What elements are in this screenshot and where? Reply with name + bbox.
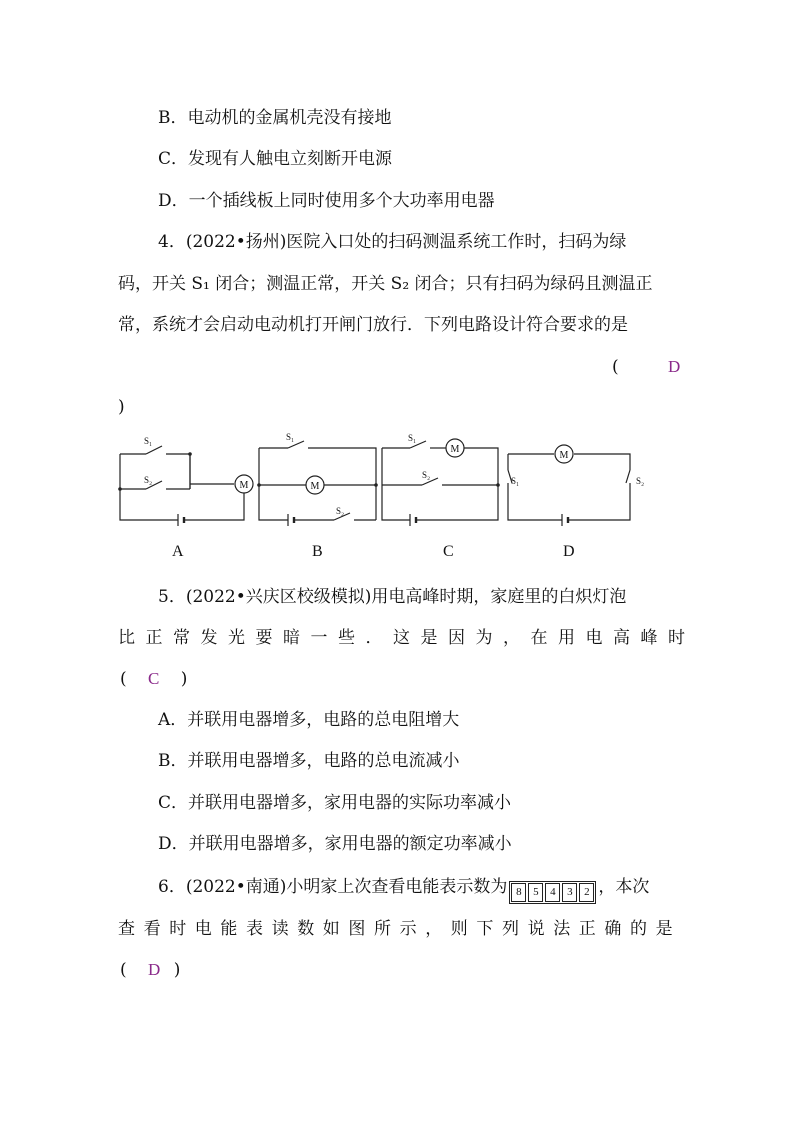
q4-stem-line2: 码，开关 S₁ 闭合；测温正常，开关 S₂ 闭合；只有扫码为绿码且测温正 bbox=[118, 274, 653, 294]
q5-answer: C bbox=[148, 669, 160, 688]
circuit-label-a: A bbox=[172, 543, 184, 560]
q3-option-c: C．发现有人触电立刻断开电源 bbox=[158, 149, 393, 169]
q5-option-d: D．并联用电器增多，家用电器的额定功率减小 bbox=[158, 834, 512, 854]
q6-stem-line1-after: ，本次 bbox=[598, 877, 650, 897]
q6-stem-line2: 查看时电能表读数如图所示，则下列说法正确的是 bbox=[118, 919, 682, 939]
q5-option-b: B．并联用电器增多，电路的总电流减小 bbox=[158, 751, 460, 771]
q3-option-b: B．电动机的金属机壳没有接地 bbox=[158, 108, 392, 128]
q5-bracket-close: ) bbox=[180, 669, 188, 689]
switch-label-a-s2: S₂ bbox=[144, 475, 153, 485]
switch-label-b-s1: S₁ bbox=[286, 432, 295, 442]
switch-label-d-s2: S₂ bbox=[636, 476, 645, 486]
q4-stem-line1: 4．(2022•扬州)医院入口处的扫码测温系统工作时，扫码为绿 bbox=[158, 232, 627, 252]
q6-bracket-close: ) bbox=[173, 960, 181, 980]
q6-stem-line1-before: 6．(2022•南通)小明家上次查看电能表示数为 bbox=[158, 877, 508, 897]
motor-label-c: M bbox=[450, 444, 460, 455]
q4-answer: D bbox=[668, 357, 681, 376]
q5-option-a: A．并联用电器增多，电路的总电阻增大 bbox=[158, 710, 460, 730]
q4-stem-line3: 常，系统才会启动电动机打开闸门放行．下列电路设计符合要求的是 bbox=[118, 315, 628, 335]
q6-answer-bracket bbox=[120, 959, 180, 981]
meter-digit: 3 bbox=[562, 883, 577, 902]
meter-digit-decimal: 2 bbox=[579, 883, 594, 902]
circuit-a bbox=[120, 446, 244, 520]
meter-digit: 4 bbox=[545, 883, 560, 902]
q6-stem-line1 bbox=[158, 876, 649, 904]
q3-option-d: D．一个插线板上同时使用多个大功率用电器 bbox=[158, 191, 495, 211]
q4-answer-bracket bbox=[612, 356, 680, 378]
meter-digit: 5 bbox=[528, 883, 543, 902]
circuit-label-c: C bbox=[443, 543, 454, 560]
motor-label-d: M bbox=[559, 450, 569, 461]
circuit-c bbox=[382, 441, 498, 520]
q6-answer: D bbox=[148, 960, 161, 979]
q4-bracket-open: ( bbox=[612, 357, 619, 377]
motor-label-a: M bbox=[239, 480, 249, 491]
q5-answer-bracket bbox=[120, 668, 187, 690]
switch-label-d-s1: S₁ bbox=[511, 476, 520, 486]
switch-label-b-s2: S₂ bbox=[336, 506, 345, 516]
circuit-d bbox=[508, 454, 630, 520]
switch-label-c-s2: S₂ bbox=[422, 470, 431, 480]
motor-label-b: M bbox=[310, 481, 320, 492]
q4-bracket-close: ) bbox=[118, 397, 125, 417]
electric-meter-reading bbox=[509, 881, 596, 904]
meter-digit: 8 bbox=[511, 883, 526, 902]
q5-bracket-open: ( bbox=[120, 669, 127, 689]
switch-label-a-s1: S₁ bbox=[144, 436, 153, 446]
q5-option-c: C．并联用电器增多，家用电器的实际功率减小 bbox=[158, 793, 512, 813]
circuit-label-b: B bbox=[312, 543, 323, 560]
q6-bracket-open: ( bbox=[120, 960, 127, 980]
switch-label-c-s1: S₁ bbox=[408, 433, 417, 443]
q5-stem-line1: 5．(2022•兴庆区校级模拟)用电高峰时期，家庭里的白炽灯泡 bbox=[158, 587, 627, 607]
circuit-label-d: D bbox=[563, 543, 575, 560]
q5-stem-line2: 比正常发光要暗一些．这是因为，在用电高峰时 bbox=[118, 628, 696, 648]
motor-icon bbox=[235, 439, 573, 494]
